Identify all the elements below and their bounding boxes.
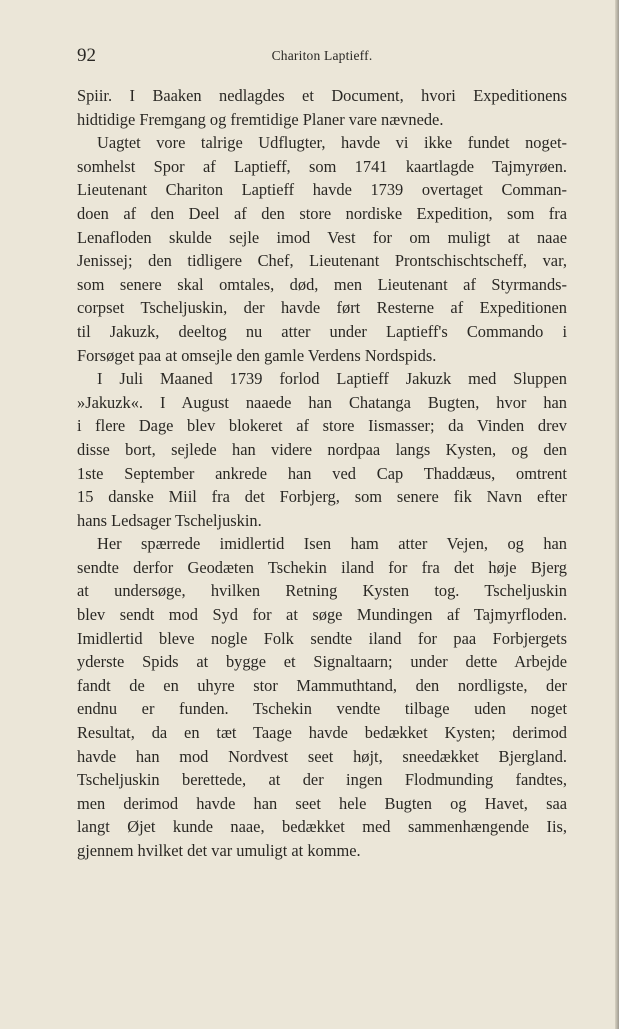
text-line: Resultat, da en tæt Taage havde bedækket Kysten; derimod xyxy=(77,723,567,743)
text-line: yderste Spids at bygge et Signaltaarn; under dette Arbejde xyxy=(77,652,567,672)
text-line: 15 danske Miil fra det Forbjerg, som senere fik Navn efter xyxy=(77,487,567,507)
text-line: Uagtet vore talrige Udflugter, havde vi ikke fundet noget- xyxy=(97,133,567,153)
text-line: blev sendt mod Syd for at søge Mundingen af Tajmyrfloden. xyxy=(77,605,567,625)
text-line: hidtidige Fremgang og fremtidige Planer vare nævnede. xyxy=(77,109,444,129)
text-line: disse bort, sejlede han videre nordpaa langs Kysten, og den xyxy=(77,439,567,459)
text-line: Imidlertid bleve nogle Folk sendte iland for paa Forbjergets xyxy=(77,628,567,648)
text-line: som senere skal omtales, død, men Lieutenant af Styrmands- xyxy=(77,274,567,294)
text-line: Lenafloden skulde sejle imod Vest for om muligt at naae xyxy=(77,227,567,247)
text-line: endnu er funden. Tschekin vendte tilbage uden noget xyxy=(77,699,567,719)
text-line: fandt de en uhyre stor Mammuthtand, den nordligste, der xyxy=(77,675,567,695)
text-line: Her spærrede imidlertid Isen ham atter Vejen, og han xyxy=(97,534,567,554)
text-line: Jenissej; den tidligere Chef, Lieutenant Prontschischtscheff, var, xyxy=(77,251,567,271)
text-line: men derimod havde han seet hele Bugten og Havet, saa xyxy=(77,793,567,813)
text-line: Spiir. I Baaken nedlagdes et Document, hvori Expeditionens xyxy=(77,86,567,105)
text-line: somhelst Spor af Laptieff, som 1741 kaartlagde Tajmyrøen. xyxy=(77,156,567,176)
running-head: Chariton Laptieff. xyxy=(271,48,373,63)
text-line: Tscheljuskin berettede, at der ingen Flodmunding fandtes, xyxy=(77,770,567,790)
text-line: Forsøget paa at omsejle den gamle Verdens Nordspids. xyxy=(77,345,437,365)
page-header xyxy=(77,44,567,68)
text-line: i flere Dage blev blokeret af store Iismasser; da Vinden drev xyxy=(77,416,567,436)
text-line: corpset Tscheljuskin, der havde ført Resterne af Expeditionen xyxy=(77,298,567,318)
text-line: gjennem hvilket det var umuligt at komme. xyxy=(77,841,361,860)
text-line: sendte derfor Geodæten Tschekin iland for fra det høje Bjerg xyxy=(77,557,567,577)
page-number: 92 xyxy=(77,45,96,66)
text-line: hans Ledsager Tscheljuskin. xyxy=(77,510,262,530)
text-line: »Jakuzk«. I August naaede han Chatanga Bugten, hvor han xyxy=(77,392,567,412)
text-line: at undersøge, hvilken Retning Kysten tog. Tscheljuskin xyxy=(77,581,567,601)
text-line: til Jakuzk, deeltog nu atter under Laptieff's Commando i xyxy=(77,321,567,341)
text-line: havde han mod Nordvest seet højt, sneedækket Bjergland. xyxy=(77,746,567,766)
page-edge-shadow xyxy=(615,0,619,1029)
text-line: 1ste September ankrede han ved Cap Thaddæus, omtrent xyxy=(77,463,567,483)
text-line: Lieutenant Chariton Laptieff havde 1739 overtaget Comman- xyxy=(77,180,567,200)
body-text xyxy=(77,84,567,863)
text-line: langt Øjet kunde naae, bedækket med sammenhængende Iis, xyxy=(77,817,567,837)
text-line: I Juli Maaned 1739 forlod Laptieff Jakuzk med Sluppen xyxy=(97,369,567,389)
text-line: doen af den Deel af den store nordiske Expedition, som fra xyxy=(77,203,567,223)
